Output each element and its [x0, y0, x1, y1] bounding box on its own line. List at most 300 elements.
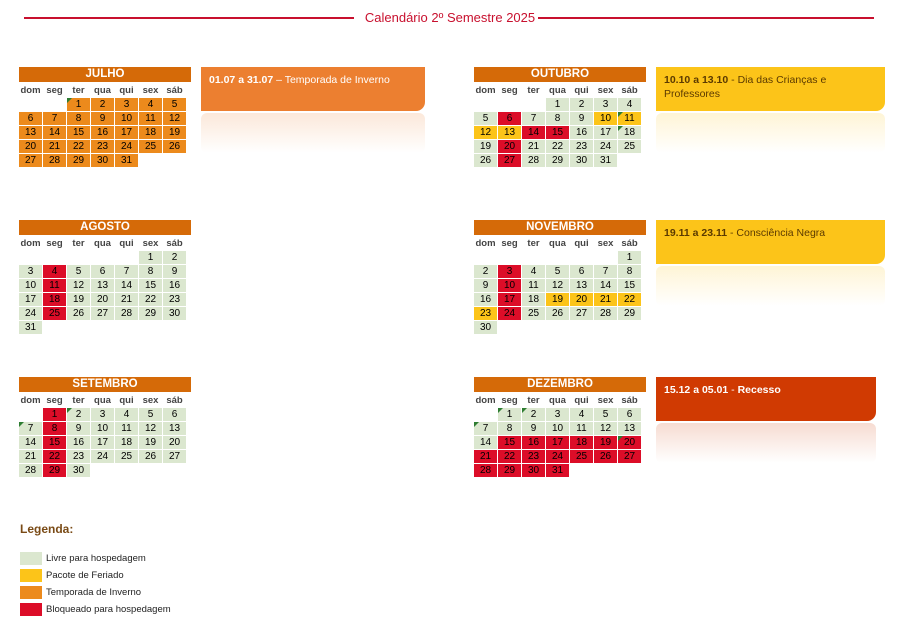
day-cell[interactable]: 1	[618, 251, 641, 264]
day-cell[interactable]: 12	[139, 422, 162, 435]
day-cell[interactable]: 26	[67, 307, 90, 320]
empty-cell	[474, 408, 497, 421]
weekday-label: ter	[527, 85, 540, 96]
note-children-day-text: Dia das Crianças e Professores	[664, 74, 827, 100]
day-cell[interactable]: 29	[498, 464, 521, 477]
empty-cell	[498, 98, 521, 111]
day-cell[interactable]: 24	[594, 140, 617, 153]
day-cell[interactable]: 17	[498, 293, 521, 306]
day-cell[interactable]: 31	[115, 154, 138, 167]
empty-cell	[43, 251, 66, 264]
day-cell[interactable]: 15	[546, 126, 569, 139]
day-cell[interactable]: 23	[91, 140, 114, 153]
weekday-label: ter	[72, 395, 85, 406]
day-cell[interactable]: 18	[570, 436, 593, 449]
day-cell[interactable]: 23	[522, 450, 545, 463]
day-cell[interactable]: 27	[163, 450, 186, 463]
day-cell[interactable]: 22	[546, 140, 569, 153]
day-cell[interactable]: 3	[115, 98, 138, 111]
weekday-label: ter	[527, 238, 540, 249]
month-header: JULHO	[19, 67, 191, 82]
day-cell[interactable]: 17	[594, 126, 617, 139]
day-cell[interactable]: 11	[570, 422, 593, 435]
day-cell[interactable]: 19	[67, 293, 90, 306]
day-cell[interactable]: 13	[19, 126, 42, 139]
week-row	[19, 422, 186, 435]
day-cell[interactable]: 25	[115, 450, 138, 463]
calendar-grid	[473, 83, 642, 168]
day-cell[interactable]: 3	[498, 265, 521, 278]
day-cell[interactable]: 10	[19, 279, 42, 292]
day-cell[interactable]: 28	[522, 154, 545, 167]
weekday-label: dom	[20, 238, 41, 249]
week-row	[474, 112, 641, 125]
day-cell[interactable]: 17	[546, 436, 569, 449]
day-cell[interactable]: 4	[139, 98, 162, 111]
day-cell[interactable]: 11	[43, 279, 66, 292]
day-cell[interactable]: 29	[67, 154, 90, 167]
weekday-row	[474, 394, 641, 407]
day-cell[interactable]: 4	[115, 408, 138, 421]
weekday-row	[474, 84, 641, 97]
month-novembro	[474, 220, 646, 335]
empty-cell	[115, 251, 138, 264]
day-cell[interactable]: 3	[91, 408, 114, 421]
weekday-label: seg	[501, 395, 518, 406]
day-cell[interactable]: 17	[91, 436, 114, 449]
weekday-label: sex	[142, 238, 159, 249]
note-consciencia-negra-dates: 19.11 a 23.11	[664, 227, 728, 239]
note-children-day-reflection	[656, 113, 885, 153]
day-cell[interactable]: 23	[67, 450, 90, 463]
note-recess-dates: 15.12 a 05.01	[664, 384, 729, 396]
day-cell[interactable]: 7	[43, 112, 66, 125]
day-cell[interactable]: 3	[546, 408, 569, 421]
day-cell[interactable]: 5	[546, 265, 569, 278]
day-cell[interactable]: 16	[163, 279, 186, 292]
day-cell[interactable]: 27	[618, 450, 641, 463]
day-cell[interactable]: 2	[163, 251, 186, 264]
day-cell[interactable]: 14	[43, 126, 66, 139]
weekday-label: qui	[574, 395, 589, 406]
day-cell[interactable]: 7	[19, 422, 42, 435]
week-row	[19, 140, 186, 153]
day-cell[interactable]: 29	[618, 307, 641, 320]
weekday-label: sáb	[166, 85, 183, 96]
day-cell[interactable]: 21	[594, 293, 617, 306]
week-row	[19, 112, 186, 125]
day-cell[interactable]: 17	[19, 293, 42, 306]
day-cell[interactable]: 28	[594, 307, 617, 320]
day-cell[interactable]: 19	[163, 126, 186, 139]
calendar-grid	[473, 236, 642, 335]
day-cell[interactable]: 4	[522, 265, 545, 278]
day-cell[interactable]: 21	[43, 140, 66, 153]
day-cell[interactable]: 5	[163, 98, 186, 111]
week-row	[474, 251, 641, 264]
day-cell[interactable]: 30	[91, 154, 114, 167]
month-header: OUTUBRO	[474, 67, 646, 82]
day-cell[interactable]: 26	[546, 307, 569, 320]
empty-cell	[474, 98, 497, 111]
weekday-row	[19, 84, 186, 97]
day-cell[interactable]: 9	[474, 279, 497, 292]
day-cell[interactable]: 24	[91, 450, 114, 463]
day-cell[interactable]: 11	[115, 422, 138, 435]
week-row	[474, 422, 641, 435]
month-agosto	[19, 220, 191, 335]
week-row	[19, 279, 186, 292]
day-cell[interactable]: 13	[570, 279, 593, 292]
day-cell[interactable]: 19	[139, 436, 162, 449]
day-cell[interactable]: 6	[19, 112, 42, 125]
note-recess-text: Recesso	[737, 384, 781, 396]
week-row	[474, 265, 641, 278]
day-cell[interactable]: 10	[91, 422, 114, 435]
day-cell[interactable]: 26	[139, 450, 162, 463]
week-row	[474, 279, 641, 292]
day-cell[interactable]: 1	[546, 98, 569, 111]
day-cell[interactable]: 12	[594, 422, 617, 435]
week-row	[19, 436, 186, 449]
day-cell[interactable]: 18	[139, 126, 162, 139]
day-cell[interactable]: 9	[163, 265, 186, 278]
week-row	[474, 154, 641, 167]
empty-cell	[19, 251, 42, 264]
day-cell[interactable]: 18	[522, 293, 545, 306]
week-row	[474, 98, 641, 111]
day-cell[interactable]: 8	[139, 265, 162, 278]
day-cell[interactable]: 16	[474, 293, 497, 306]
day-cell[interactable]: 25	[570, 450, 593, 463]
day-cell[interactable]: 19	[546, 293, 569, 306]
day-cell[interactable]: 21	[19, 450, 42, 463]
week-row	[19, 98, 186, 111]
day-cell[interactable]: 8	[67, 112, 90, 125]
day-cell[interactable]: 28	[115, 307, 138, 320]
empty-cell	[474, 251, 497, 264]
day-cell[interactable]: 6	[570, 265, 593, 278]
empty-cell	[19, 98, 42, 111]
day-cell[interactable]: 23	[474, 307, 497, 320]
note-children-day: 10.10 a 13.10 - Dia das Crianças e Professores	[656, 67, 885, 111]
week-row	[19, 321, 186, 334]
day-cell[interactable]: 2	[570, 98, 593, 111]
day-cell[interactable]: 11	[139, 112, 162, 125]
day-cell[interactable]: 5	[474, 112, 497, 125]
day-cell[interactable]: 23	[163, 293, 186, 306]
weekday-label: qui	[119, 395, 134, 406]
day-cell[interactable]: 16	[67, 436, 90, 449]
day-cell[interactable]: 4	[618, 98, 641, 111]
day-cell[interactable]: 14	[115, 279, 138, 292]
note-recess: 15.12 a 05.01 - Recesso	[656, 377, 876, 421]
day-cell[interactable]: 6	[498, 112, 521, 125]
day-cell[interactable]: 31	[19, 321, 42, 334]
day-cell[interactable]: 13	[618, 422, 641, 435]
day-cell[interactable]: 19	[594, 436, 617, 449]
day-cell[interactable]: 7	[115, 265, 138, 278]
day-cell[interactable]: 16	[91, 126, 114, 139]
day-cell[interactable]: 25	[43, 307, 66, 320]
day-cell[interactable]: 19	[474, 140, 497, 153]
day-cell[interactable]: 27	[19, 154, 42, 167]
day-cell[interactable]: 30	[67, 464, 90, 477]
day-cell[interactable]: 9	[67, 422, 90, 435]
day-cell[interactable]: 12	[67, 279, 90, 292]
day-cell[interactable]: 10	[546, 422, 569, 435]
weekday-label: sex	[597, 395, 614, 406]
day-cell[interactable]: 23	[570, 140, 593, 153]
day-cell[interactable]: 20	[618, 436, 641, 449]
day-cell[interactable]: 22	[618, 293, 641, 306]
weekday-label: sáb	[166, 238, 183, 249]
weekday-label: qua	[94, 238, 111, 249]
day-cell[interactable]: 2	[474, 265, 497, 278]
day-cell[interactable]: 18	[115, 436, 138, 449]
day-cell[interactable]: 24	[498, 307, 521, 320]
day-cell[interactable]: 3	[19, 265, 42, 278]
weekday-label: seg	[46, 395, 63, 406]
month-outubro	[474, 67, 646, 168]
note-winter-reflection	[201, 113, 425, 153]
day-cell[interactable]: 2	[522, 408, 545, 421]
day-cell[interactable]: 22	[139, 293, 162, 306]
week-row	[474, 321, 641, 334]
day-cell[interactable]: 31	[594, 154, 617, 167]
day-cell[interactable]: 25	[618, 140, 641, 153]
legend-swatch-holiday	[20, 569, 42, 582]
day-cell[interactable]: 28	[43, 154, 66, 167]
day-cell[interactable]: 5	[594, 408, 617, 421]
month-setembro	[19, 377, 191, 478]
legend-label-holiday: Pacote de Feriado	[46, 570, 124, 581]
weekday-label: sáb	[621, 395, 638, 406]
legend-label-winter: Temporada de Inverno	[46, 587, 142, 598]
day-cell[interactable]: 8	[498, 422, 521, 435]
weekday-label: seg	[501, 238, 518, 249]
day-cell[interactable]: 15	[498, 436, 521, 449]
day-cell[interactable]: 13	[498, 126, 521, 139]
week-row	[474, 293, 641, 306]
weekday-label: sex	[597, 85, 614, 96]
day-cell[interactable]: 12	[163, 112, 186, 125]
day-cell[interactable]: 16	[570, 126, 593, 139]
weekday-label: sex	[142, 85, 159, 96]
day-cell[interactable]: 8	[618, 265, 641, 278]
day-cell[interactable]: 24	[546, 450, 569, 463]
day-cell[interactable]: 22	[43, 450, 66, 463]
day-cell[interactable]: 10	[115, 112, 138, 125]
week-row	[19, 126, 186, 139]
weekday-label: dom	[20, 85, 41, 96]
note-consciencia-negra-reflection	[656, 266, 885, 306]
day-cell[interactable]: 14	[474, 436, 497, 449]
day-cell[interactable]: 4	[43, 265, 66, 278]
day-cell[interactable]: 4	[570, 408, 593, 421]
day-cell[interactable]: 25	[522, 307, 545, 320]
week-row	[474, 140, 641, 153]
legend-label-free: Livre para hospedagem	[46, 553, 146, 564]
day-cell[interactable]: 30	[570, 154, 593, 167]
weekday-row	[474, 237, 641, 250]
day-cell[interactable]: 21	[522, 140, 545, 153]
note-children-day-dates: 10.10 a 13.10	[664, 74, 729, 86]
month-header: NOVEMBRO	[474, 220, 646, 235]
weekday-label: qua	[549, 85, 566, 96]
day-cell[interactable]: 13	[163, 422, 186, 435]
day-cell[interactable]: 1	[139, 251, 162, 264]
day-cell[interactable]: 11	[522, 279, 545, 292]
month-dezembro	[474, 377, 646, 478]
day-cell[interactable]: 10	[498, 279, 521, 292]
weekday-label: qui	[119, 238, 134, 249]
week-row	[474, 464, 641, 477]
day-cell[interactable]: 9	[91, 112, 114, 125]
day-cell[interactable]: 29	[139, 307, 162, 320]
day-cell[interactable]: 20	[91, 293, 114, 306]
day-cell[interactable]: 21	[115, 293, 138, 306]
day-cell[interactable]: 22	[498, 450, 521, 463]
day-cell[interactable]: 7	[522, 112, 545, 125]
day-cell[interactable]: 14	[522, 126, 545, 139]
week-row	[19, 307, 186, 320]
note-consciencia-negra-text: Consciência Negra	[736, 227, 826, 239]
day-cell[interactable]: 13	[91, 279, 114, 292]
legend-label-blocked: Bloqueado para hospedagem	[46, 604, 171, 615]
weekday-label: ter	[72, 85, 85, 96]
day-cell[interactable]: 15	[67, 126, 90, 139]
day-cell[interactable]: 20	[163, 436, 186, 449]
day-cell[interactable]: 6	[91, 265, 114, 278]
week-row	[19, 154, 186, 167]
weekday-label: sáb	[621, 85, 638, 96]
day-cell[interactable]: 20	[498, 140, 521, 153]
day-cell[interactable]: 27	[91, 307, 114, 320]
week-row	[474, 307, 641, 320]
calendar-grid	[18, 236, 187, 335]
week-row	[19, 450, 186, 463]
day-cell[interactable]: 3	[594, 98, 617, 111]
day-cell[interactable]: 30	[522, 464, 545, 477]
week-row	[474, 408, 641, 421]
day-cell[interactable]: 28	[474, 464, 497, 477]
day-cell[interactable]: 16	[522, 436, 545, 449]
weekday-label: seg	[46, 238, 63, 249]
empty-cell	[594, 251, 617, 264]
weekday-label: seg	[46, 85, 63, 96]
day-cell[interactable]: 2	[67, 408, 90, 421]
empty-cell	[91, 251, 114, 264]
day-cell[interactable]: 29	[43, 464, 66, 477]
day-cell[interactable]: 6	[163, 408, 186, 421]
week-row	[19, 293, 186, 306]
day-cell[interactable]: 1	[67, 98, 90, 111]
week-row	[474, 436, 641, 449]
week-row	[474, 126, 641, 139]
empty-cell	[570, 251, 593, 264]
day-cell[interactable]: 27	[498, 154, 521, 167]
legend-swatch-winter	[20, 586, 42, 599]
day-cell[interactable]: 9	[570, 112, 593, 125]
weekday-label: qui	[574, 85, 589, 96]
day-cell[interactable]: 15	[139, 279, 162, 292]
page-title: Calendário 2º Semestre 2025	[364, 10, 536, 25]
week-row	[19, 251, 186, 264]
day-cell[interactable]: 17	[115, 126, 138, 139]
day-cell[interactable]: 20	[19, 140, 42, 153]
day-cell[interactable]: 21	[474, 450, 497, 463]
day-cell[interactable]: 24	[19, 307, 42, 320]
day-cell[interactable]: 18	[43, 293, 66, 306]
empty-cell	[522, 251, 545, 264]
day-cell[interactable]: 30	[163, 307, 186, 320]
calendar-grid	[18, 83, 187, 168]
day-cell[interactable]: 26	[474, 154, 497, 167]
week-row	[474, 450, 641, 463]
day-cell[interactable]: 22	[67, 140, 90, 153]
weekday-label: qua	[94, 85, 111, 96]
weekday-row	[19, 237, 186, 250]
day-cell[interactable]: 14	[19, 436, 42, 449]
day-cell[interactable]: 5	[139, 408, 162, 421]
day-cell[interactable]: 7	[474, 422, 497, 435]
note-winter: 01.07 a 31.07 – Temporada de Inverno	[201, 67, 425, 111]
day-cell[interactable]: 31	[546, 464, 569, 477]
day-cell[interactable]: 15	[618, 279, 641, 292]
weekday-label: qui	[119, 85, 134, 96]
day-cell[interactable]: 8	[43, 422, 66, 435]
day-cell[interactable]: 1	[498, 408, 521, 421]
empty-cell	[498, 251, 521, 264]
day-cell[interactable]: 8	[546, 112, 569, 125]
month-header: DEZEMBRO	[474, 377, 646, 392]
weekday-label: sex	[142, 395, 159, 406]
weekday-label: seg	[501, 85, 518, 96]
day-cell[interactable]: 25	[139, 140, 162, 153]
day-cell[interactable]: 2	[91, 98, 114, 111]
day-cell[interactable]: 7	[594, 265, 617, 278]
day-cell[interactable]: 12	[546, 279, 569, 292]
empty-cell	[522, 98, 545, 111]
day-cell[interactable]: 26	[163, 140, 186, 153]
weekday-label: ter	[527, 395, 540, 406]
day-cell[interactable]: 5	[67, 265, 90, 278]
weekday-label: ter	[72, 238, 85, 249]
day-cell[interactable]: 10	[594, 112, 617, 125]
day-cell[interactable]: 30	[474, 321, 497, 334]
weekday-label: dom	[20, 395, 41, 406]
day-cell[interactable]: 18	[618, 126, 641, 139]
day-cell[interactable]: 20	[570, 293, 593, 306]
day-cell[interactable]: 27	[570, 307, 593, 320]
day-cell[interactable]: 12	[474, 126, 497, 139]
day-cell[interactable]: 6	[618, 408, 641, 421]
weekday-label: sáb	[166, 395, 183, 406]
calendar-grid	[18, 393, 187, 478]
weekday-label: qui	[574, 238, 589, 249]
day-cell[interactable]: 1	[43, 408, 66, 421]
day-cell[interactable]: 14	[594, 279, 617, 292]
day-cell[interactable]: 15	[43, 436, 66, 449]
day-cell[interactable]: 9	[522, 422, 545, 435]
day-cell[interactable]: 28	[19, 464, 42, 477]
day-cell[interactable]: 11	[618, 112, 641, 125]
note-winter-dates: 01.07 a 31.07	[209, 74, 274, 86]
day-cell[interactable]: 29	[546, 154, 569, 167]
day-cell[interactable]: 24	[115, 140, 138, 153]
day-cell[interactable]: 26	[594, 450, 617, 463]
